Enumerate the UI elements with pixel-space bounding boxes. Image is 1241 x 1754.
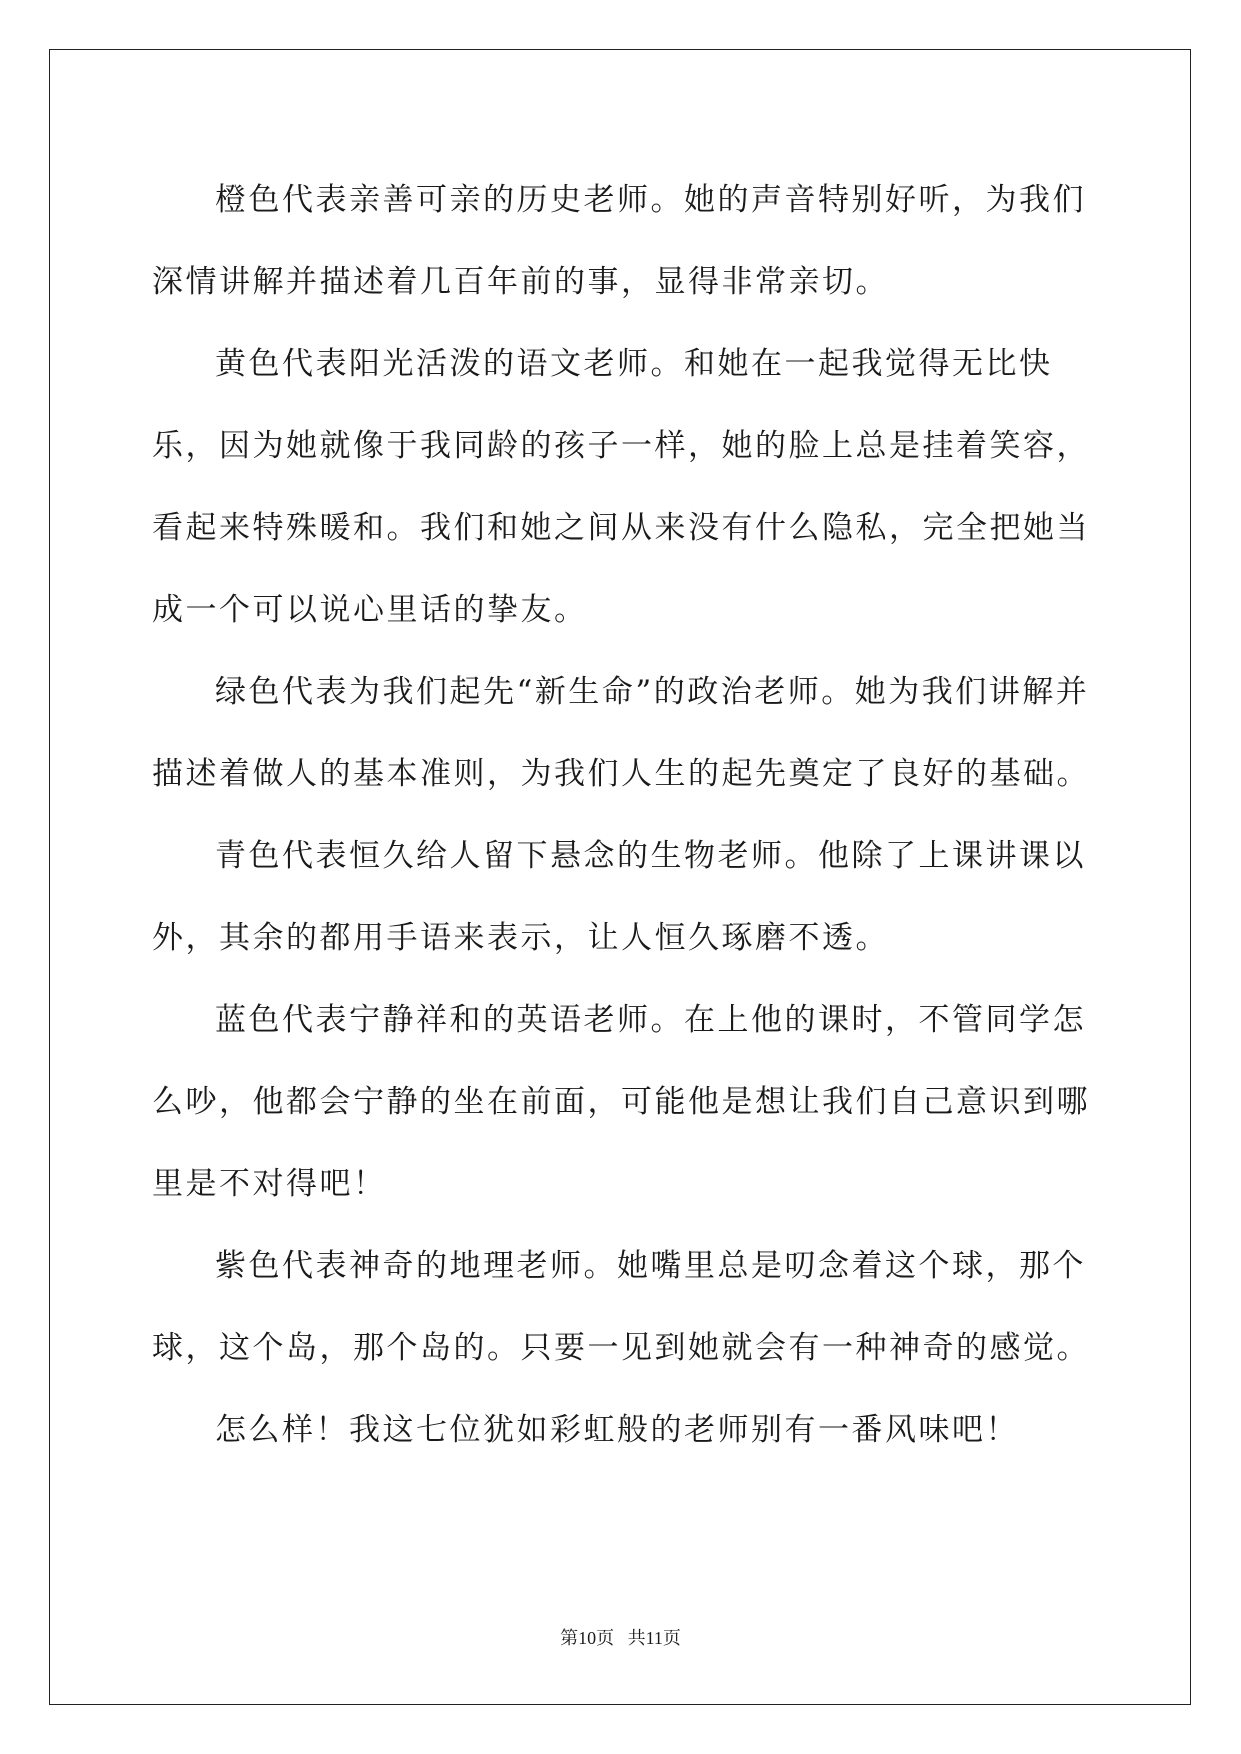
page-footer: [0, 1624, 1241, 1650]
paragraph-cyan-biology: 青色代表恒久给人留下悬念的生物老师。他除了上课讲课以外，其余的都用手语来表示，让人恒久琢磨不透。: [152, 838, 1086, 956]
paragraph-blue-english: 蓝色代表宁静祥和的英语老师。在上他的课时，不管同学怎么吵，他都会宁静的坐在前面，可能他是想让我们自己意识到哪里是不对得吧！: [152, 1002, 1090, 1202]
paragraph-conclusion: 怎么样！我这七位犹如彩虹般的老师别有一番风味吧！: [215, 1412, 1019, 1448]
document-body: [152, 159, 1100, 1471]
paragraph-green-politics: 绿色代表为我们起先“新生命”的政治老师。她为我们讲解并描述着做人的基本准则，为我们人生的起先奠定了良好的基础。: [152, 674, 1090, 792]
paragraph-yellow-chinese: 黄色代表阳光活泼的语文老师。和她在一起我觉得无比快乐，因为她就像于我同龄的孩子一样，她的脸上总是挂着笑容，看起来特殊暖和。我们和她之间从来没有什么隐私，完全把她当成一个可以说心里话的挚友。: [152, 346, 1090, 628]
page-total: 共11页: [627, 1628, 681, 1648]
page-number: 第10页: [560, 1628, 615, 1648]
paragraph-purple-geography: 紫色代表神奇的地理老师。她嘴里总是叨念着这个球，那个球，这个岛，那个岛的。只要一见到她就会有一种神奇的感觉。: [152, 1248, 1090, 1366]
paragraph-orange-history: 橙色代表亲善可亲的历史老师。她的声音特别好听，为我们深情讲解并描述着几百年前的事，显得非常亲切。: [152, 182, 1086, 300]
